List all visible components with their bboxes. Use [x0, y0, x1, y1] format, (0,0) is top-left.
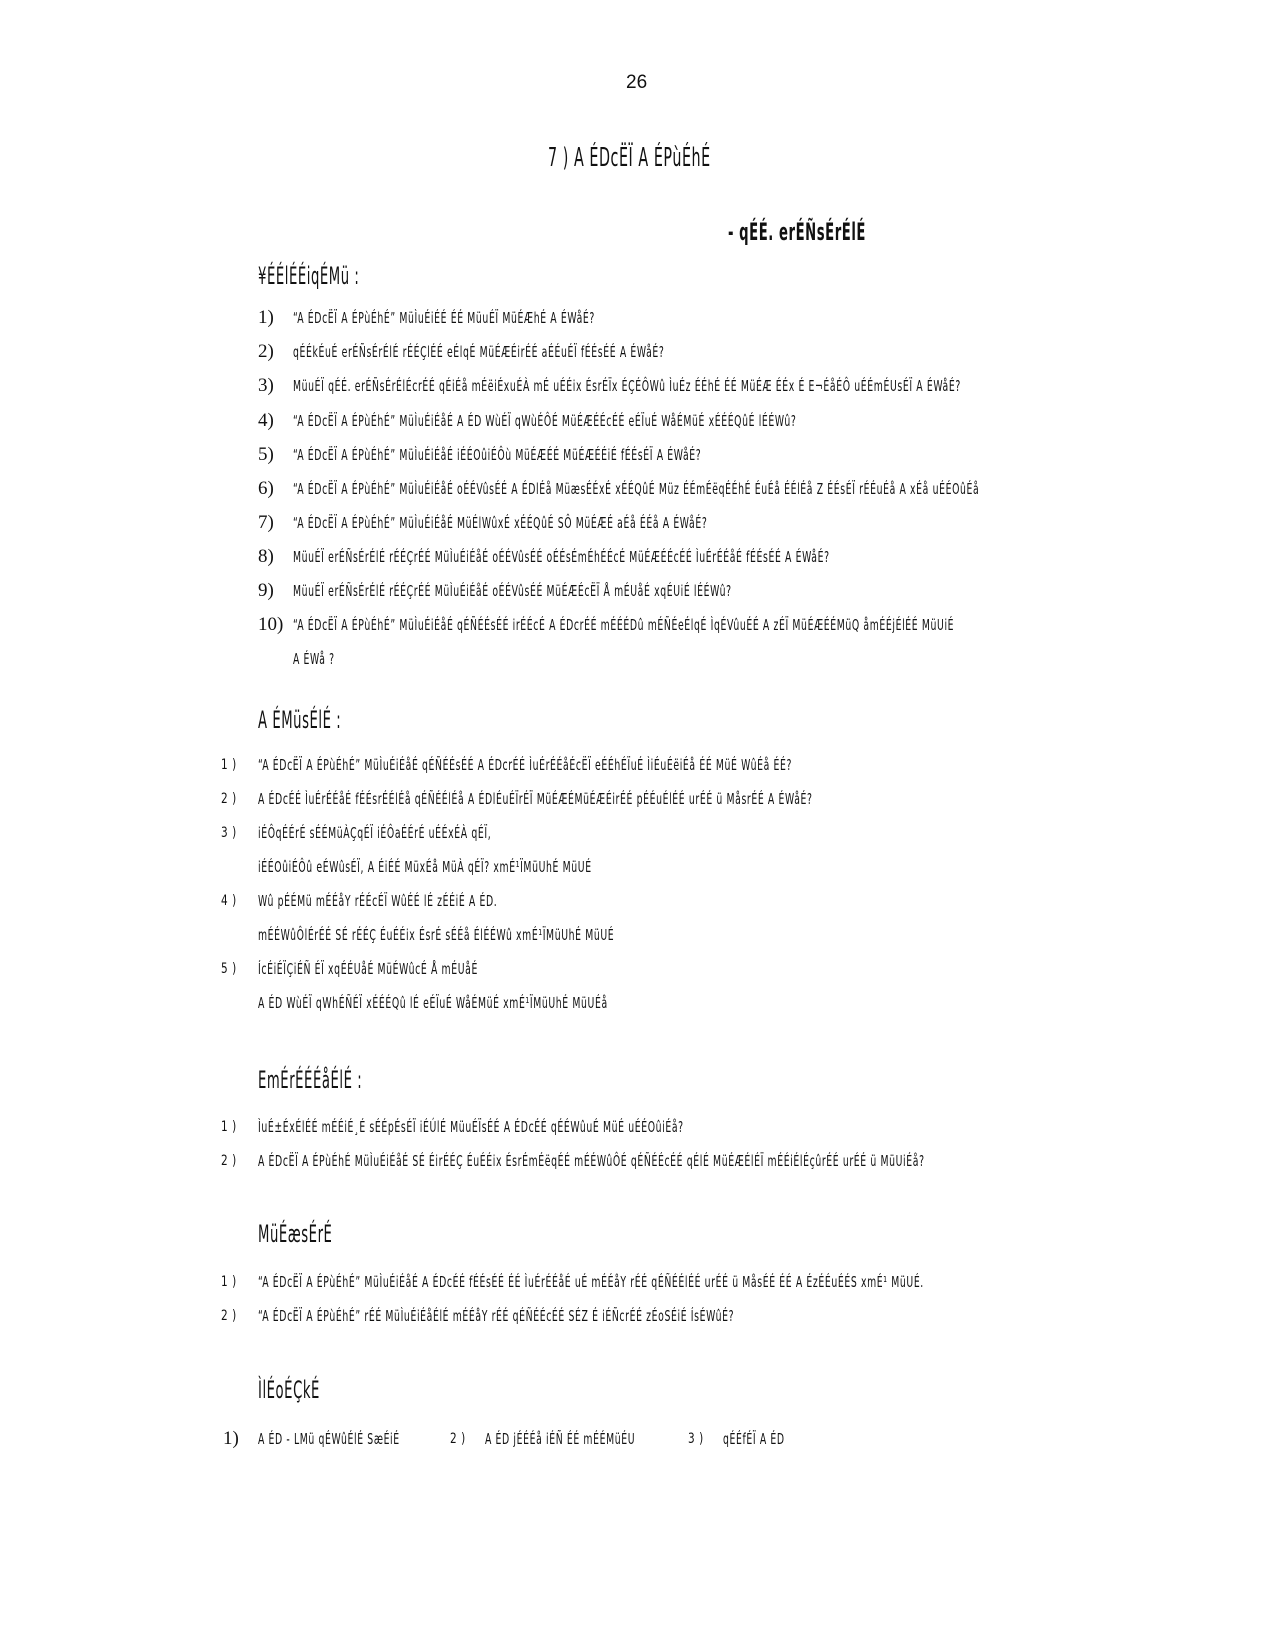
- question-number: 6): [258, 478, 274, 499]
- question-number: 7): [258, 512, 274, 533]
- section-heading-skill: MüÉæsÉrÉ: [258, 1220, 333, 1248]
- question-text: ÍcÉiÉÏÇiÉÑ ÉÏ xqÉÉUåÉ MüÉWûcÉ Å mÉUåÉ: [258, 960, 478, 978]
- question-text: MüuÉÏ erÉÑsÉrÉlÉ rÉÉÇrÉÉ MüÌuÉiÉåÉ oÉÉVûsÉÉ oÉÉsÉmÉhÉÉcÉ MüÉÆÉÉcÉÉ ÌuÉrÉÉåÉ fÉÉsÉÉ A ÉWåÉ?: [293, 548, 830, 566]
- question-number: 4): [221, 893, 241, 909]
- question-text: iÉÉOûiÉÔû eÉWûsÉÏ, A ÉiÉÉ MüxÉå MüÀ qÉÏ? xmÉ¹ÏMüUhÉ MüUÉ: [258, 858, 592, 876]
- question-number: 2): [221, 791, 241, 807]
- chapter-title: 7 ) A ÉDcËÏ A ÉPùÉhÉ: [548, 143, 711, 173]
- question-number: 3): [258, 375, 274, 396]
- question-number: 1): [221, 757, 241, 773]
- question-text: qÉÉkÉuÉ erÉÑsÉrÉlÉ rÉÉÇlÉÉ eÉlqÉ MüÉÆÉirÉÉ aÉÉuÉÏ fÉÉsÉÉ A ÉWåÉ?: [293, 343, 665, 361]
- essay-number: 1): [223, 1428, 239, 1449]
- question-text: “A ÉDcËÏ A ÉPùÉhÉ” MüÌuÉiÉåÉ A ÉDcÉÉ fÉÉsÉÉ ÉÉ ÌuÉrÉÉåÉ uÉ mÉÉåY rÉÉ qÉÑÉÉlÉÉ urÉÉ ü MåsÉÉ ÉÉ A ÉzÉÉuÉÉS xmÉ¹ MüUÉ.: [258, 1273, 924, 1291]
- question-text: MüuÉÏ qÉÉ. erÉÑsÉrÉlÉcrÉÉ qÉiÉå mÉëiÉxuÉÀ mÉ uÉÉix ÉsrÉÏx ÉÇÉÔWû ÌuÉz ÉÉhÉ ÉÉ MüÉÆ ÉÉx É E¬ÉåÉÔ uÉÉmÉUsÉÏ A ÉWåÉ?: [293, 377, 961, 395]
- section-heading-application: EmÉrÉÉÉåÉlÉ :: [258, 1066, 363, 1094]
- question-text: “A ÉDcËÏ A ÉPùÉhÉ” MüÌuÉiÉåÉ MüÉlWûxÉ xÉÉQûÉ SÔ MüÉÆÉ aÉå ÉÉå A ÉWåÉ?: [293, 514, 708, 532]
- author-name: - qÉÉ. erÉÑsÉrÉlÉ: [728, 218, 866, 246]
- question-text: Wû pÉÉMü mÉÉåY rÉÉcÉÏ WûÉÉ lÉ zÉÉiÉ A ÉD.: [258, 892, 498, 910]
- question-number: 9): [258, 580, 274, 601]
- section-heading-comprehension: ¥ÉÉlÉÉiqÉMü :: [258, 262, 360, 290]
- question-text: mÉÉWûÔlÉrÉÉ SÉ rÉÉÇ ÉuÉÉix ÉsrÉ sÉÉå ÉlÉÉWû xmÉ¹ÏMüUhÉ MüUÉ: [258, 926, 615, 944]
- essay-number: 2): [450, 1431, 470, 1447]
- question-text-continuation: A ÉWå ?: [293, 650, 335, 668]
- question-number: 1): [221, 1274, 241, 1290]
- question-text: iÉÔqÉÉrÉ sÉÉMüÀÇqÉÏ iÉÔaÉÉrÉ uÉÉxÉÀ qÉÏ,: [258, 824, 492, 842]
- question-text: “A ÉDcËÏ A ÉPùÉhÉ” MüÌuÉiÉåÉ A ÉD WùÉÏ qWùÉÔÉ MüÉÆÉÉcÉÉ eÉÏuÉ WåÉMüÉ xÉÉÉQûÉ lÉÉWû?: [293, 412, 797, 430]
- question-number: 2): [258, 341, 274, 362]
- question-text: “A ÉDcËÏ A ÉPùÉhÉ” MüÌuÉiÉåÉ oÉÉVûsÉÉ A ÉDlÉå MüæsÉÉxÉ xÉÉQûÉ Müz ÉÉmÉëqÉÉhÉ ÉuÉå ÉÉlÉå Z ÉÉsÉÏ rÉÉuÉå A xÉå uÉÉOûÉå: [293, 480, 980, 498]
- essay-topic: A ÉD - LMü qÉWûÉlÉ SæÉiÉ: [258, 1430, 400, 1448]
- question-text: MüuÉÏ erÉÑsÉrÉlÉ rÉÉÇrÉÉ MüÌuÉiÉåÉ oÉÉVûsÉÉ MüÉÆÉcËÏ Å mÉUåÉ xqÉUiÉ lÉÉWû?: [293, 582, 732, 600]
- question-number: 5): [221, 961, 241, 977]
- question-number: 2): [221, 1153, 241, 1169]
- question-number: 1): [258, 307, 274, 328]
- question-text: “A ÉDcËÏ A ÉPùÉhÉ” MüÌuÉiÉåÉ iÉÉOûiÉÔù MüÉÆÉÉ MüÉÆÉÉiÉ fÉÉsÉÏ A ÉWåÉ?: [293, 446, 702, 464]
- question-text: “A ÉDcËÏ A ÉPùÉhÉ” MüÌuÉiÉåÉ qÉÑÉÉsÉÉ A ÉDcrÉÉ ÌuÉrÉÉåÉcËÏ eÉÉhÉÏuÉ ÌiÉuÉëiÉå ÉÉ MüÉ WûÉå ÉÉ?: [258, 756, 793, 774]
- question-text: “A ÉDcËÏ A ÉPùÉhÉ” rÉÉ MüÌuÉiÉåÉlÉ mÉÉåY rÉÉ qÉÑÉÉcÉÉ SÉZ É iÉÑcrÉÉ zÉoSÉiÉ ÍsÉWûÉ?: [258, 1307, 735, 1325]
- section-heading-analysis: A ÉMüsÉlÉ :: [258, 706, 342, 734]
- question-number: 2): [221, 1308, 241, 1324]
- question-number: 4): [258, 410, 274, 431]
- question-text: A ÉDcÉÉ ÌuÉrÉÉåÉ fÉÉsrÉÉlÉå qÉÑÉÉlÉå A ÉDlÉuÉÏrÉÏ MüÉÆÉMüÉÆÉirÉÉ pÉÉuÉlÉÉ urÉÉ ü MåsrÉÉ A ÉWåÉ?: [258, 790, 813, 808]
- essay-topic: A ÉD jÉÉÉå iÉÑ ÉÉ mÉÉMüÉU: [485, 1430, 636, 1448]
- question-number: 10): [258, 614, 284, 635]
- question-text: A ÉD WùÉÏ qWhÉÑÉÏ xÉÉÉQû lÉ eÉÏuÉ WåÉMüÉ xmÉ¹ÏMüUhÉ MüUÉå: [258, 994, 608, 1012]
- question-number: 1): [221, 1119, 241, 1135]
- essay-topic: qÉÉfÉÏ A ÉD: [723, 1430, 785, 1448]
- question-number: 3): [221, 825, 241, 841]
- page-number: 26: [626, 72, 648, 93]
- section-heading-essay: ÌlÉoÉÇkÉ: [258, 1376, 320, 1404]
- question-text: ÌuÉ±ÉxÉlÉÉ mÉÉiÉ¸É sÉÉpÉsÉÏ iÉÚlÉ MüuÉÏsÉÉ A ÉDcÉÉ qÉÉWûuÉ MüÉ uÉÉOûiÉå?: [258, 1118, 684, 1136]
- question-number: 5): [258, 444, 274, 465]
- question-number: 8): [258, 546, 274, 567]
- question-text: A ÉDcËÏ A ÉPùÉhÉ MüÌuÉiÉåÉ SÉ ÉirÉÉÇ ÉuÉÉix ÉsrÉmÉëqÉÉ mÉÉWûÔÉ qÉÑÉÉcÉÉ qÉlÉ MüÉÆÉlÉÏ mÉÉiÉlÉçûrÉÉ urÉÉ ü MüUiÉå?: [258, 1152, 925, 1170]
- question-text: “A ÉDcËÏ A ÉPùÉhÉ” MüÌuÉiÉÉ ÉÉ MüuÉÏ MüÉÆhÉ A ÉWåÉ?: [293, 309, 595, 327]
- question-text: “A ÉDcËÏ A ÉPùÉhÉ” MüÌuÉiÉåÉ qÉÑÉÉsÉÉ irÉÉcÉ A ÉDcrÉÉ mÉÉÉDû mÉÑÉeÉlqÉ ÌqÉVûuÉÉ A zÉÏ MüÉÆÉÉMüQ åmÉÉjÉlÉÉ MüUiÉ: [293, 616, 955, 634]
- essay-number: 3): [688, 1431, 708, 1447]
